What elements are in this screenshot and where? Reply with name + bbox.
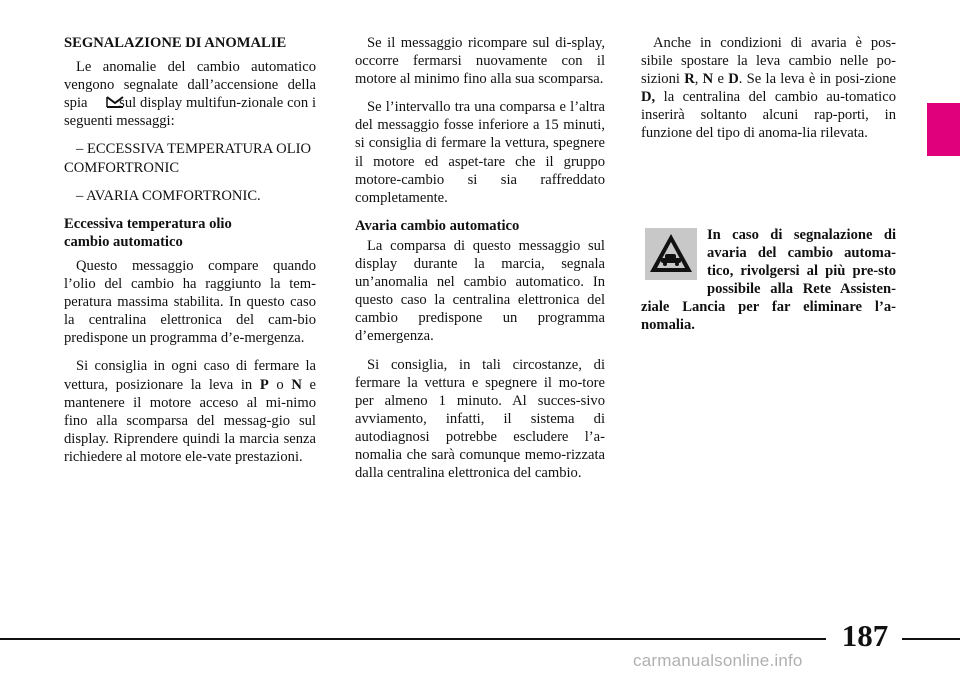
section-tab	[927, 103, 960, 156]
lever-n-2: N	[702, 71, 714, 88]
reappear-paragraph: Se il messaggio ricompare sul di-splay, occorre fermarsi nuovamente con il motore al minimo fino alla sua scomparsa.	[355, 35, 605, 88]
temperature-paragraph: Questo messaggio compare quando l’olio del cambio ha raggiunto la tem-peratura massima stabilita. In questo caso la centralina elettronica del cam-bio predispone un programma d’e-mergenza.	[64, 257, 316, 347]
subheading-failure: Avaria cambio automatico	[355, 217, 520, 234]
footer-rule-right	[902, 638, 960, 640]
warning-note	[641, 226, 896, 335]
lever-p: P	[259, 376, 269, 393]
subheading-temperature: Eccessiva temperatura olio cambio automatico	[64, 215, 232, 250]
lever-text-b: . Se la leva è in posi-zione	[738, 71, 897, 88]
lever-text-c: la centralina del cambio au-tomatico inserirà soltanto alcuni rap-porti, in funzione del tipo di anoma-lia rilevata.	[641, 89, 896, 142]
lever-text-a: Anche in condizioni di avaria è pos-sibile spostare la leva cambio nelle po-sizioni	[641, 35, 896, 88]
lever-sep: ,	[694, 71, 699, 88]
intro-paragraph	[64, 58, 316, 130]
advice-text-b: e mantenere il motore acceso al mi-nimo fino alla scomparsa del messag-gio sul display. Riprendere quindi la marcia senza richiedere al motore ele-vate prestazioni.	[64, 376, 316, 465]
lever-r: R	[684, 71, 695, 88]
page-number: 187	[841, 618, 889, 653]
lever-and: e	[717, 71, 724, 88]
lever-d-2: D,	[641, 89, 656, 106]
section-heading: SEGNALAZIONE DI ANOMALIE	[64, 35, 287, 51]
intro-text-a: Le anomalie del cambio automatico vengono segnalate dall’accensione della spia	[64, 59, 316, 112]
intro-text-b: sul display multifun-zionale con i seguenti messaggi:	[64, 95, 317, 130]
warning-triangle-car-icon	[645, 228, 697, 280]
column-left	[64, 34, 316, 476]
message-1: – ECCESSIVA TEMPERATURA OLIO COMFORTRONIC	[64, 141, 312, 176]
advice-paragraph	[64, 357, 316, 466]
footer-rule-left	[0, 638, 826, 640]
column-right	[641, 34, 896, 153]
watermark: carmanualsonline.info	[633, 651, 803, 670]
advice-or: o	[276, 376, 284, 393]
gearbox-warning-icon	[93, 95, 113, 109]
lever-n: N	[291, 376, 302, 393]
lever-positions-paragraph	[641, 34, 896, 143]
restart-paragraph: Si consiglia, in tali circostanze, di fermare la vettura e spegnere il mo-tore per almeno 1 minuto. Al succes-sivo avviamento, infatti, il sistema di autodiagnosi potrebbe escludere l’a-nomalia che sarà comunque memo-rizzata dalla centralina elettronica del cambio.	[355, 356, 605, 482]
failure-paragraph: La comparsa di questo messaggio sul display durante la marcia, segnala un’anomalia nel cambio automatico. In questo caso la centralina elettronica del cambio predispone un programma d’emergenza.	[355, 237, 605, 345]
message-2: – AVARIA COMFORTRONIC.	[76, 187, 261, 204]
advice-text-a: Si consiglia in ogni caso di fermare la vettura, posizionare la leva in	[64, 358, 316, 393]
warning-text: In caso di segnalazione di avaria del cambio automa-tico, rivolgersi al più pre-sto possibile alla Rete Assisten-ziale Lancia per far eliminare l’a-nomalia.	[641, 227, 896, 334]
column-middle	[355, 34, 605, 492]
interval-paragraph: Se l’intervallo tra una comparsa e l’altra del messaggio fosse inferiore a 15 minuti, si consiglia di fermare la vettura, spegnere il motore ed aspet-tare che il gruppo motore-cambio si sia raffreddato completamente.	[355, 99, 605, 206]
lever-d: D	[728, 71, 739, 88]
